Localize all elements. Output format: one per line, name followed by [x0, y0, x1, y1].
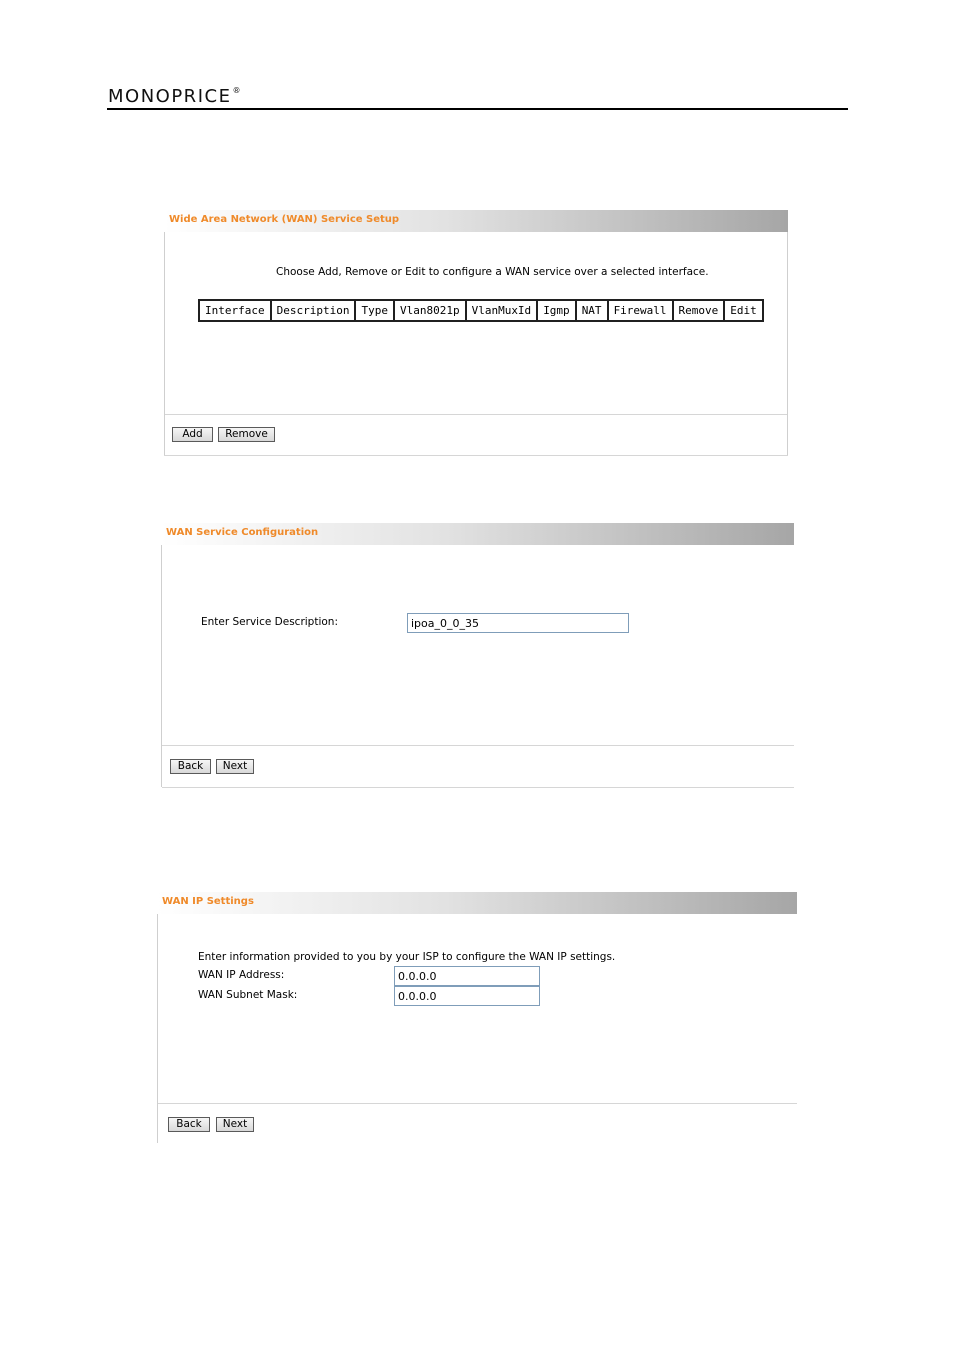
- column-header: Interface: [199, 300, 271, 321]
- brand-logo: [108, 86, 242, 107]
- service-description-label: Enter Service Description:: [201, 616, 339, 628]
- ip-settings-instruction: Enter information provided to you by your ISP to configure the WAN IP settings.: [198, 951, 616, 963]
- panel-bottom-border: [162, 787, 794, 788]
- wan-ip-address-input[interactable]: [394, 966, 540, 986]
- column-header: Description: [271, 300, 356, 321]
- panel-left-border: [157, 914, 158, 1143]
- remove-button[interactable]: Remove: [218, 427, 275, 442]
- panel-left-border: [161, 545, 162, 787]
- table-header-row: [199, 300, 763, 321]
- wan-subnet-mask-label: WAN Subnet Mask:: [198, 989, 298, 1001]
- column-header: Remove: [673, 300, 725, 321]
- column-header: Edit: [724, 300, 763, 321]
- panel-left-border: [164, 232, 165, 456]
- button-bar-divider: [158, 1103, 797, 1104]
- wan-subnet-mask-input[interactable]: [394, 986, 540, 1006]
- column-header: Igmp: [537, 300, 576, 321]
- back-button[interactable]: Back: [168, 1117, 210, 1132]
- column-header: Vlan8021p: [394, 300, 466, 321]
- column-header: Type: [355, 300, 394, 321]
- next-button[interactable]: Next: [216, 759, 254, 774]
- column-header: Firewall: [608, 300, 673, 321]
- column-header: VlanMuxId: [466, 300, 538, 321]
- panel-right-border: [787, 232, 788, 456]
- brand-name: MONOPRICE: [108, 86, 232, 107]
- instruction-text: Choose Add, Remove or Edit to configure a WAN service over a selected interface.: [276, 266, 709, 278]
- panel-bottom-border: [164, 455, 788, 456]
- button-bar-divider: [165, 414, 787, 415]
- next-button[interactable]: Next: [216, 1117, 254, 1132]
- panel-header: [157, 892, 797, 914]
- wan-ip-address-label: WAN IP Address:: [198, 969, 285, 981]
- registered-mark: ®: [232, 86, 242, 95]
- panel-title: WAN Service Configuration: [166, 527, 319, 538]
- header-divider: [107, 108, 848, 110]
- panel-header: [164, 210, 788, 232]
- service-description-input[interactable]: [407, 613, 629, 633]
- panel-header: [161, 523, 794, 545]
- panel-title: Wide Area Network (WAN) Service Setup: [169, 214, 400, 225]
- panel-title: WAN IP Settings: [162, 896, 254, 907]
- back-button[interactable]: Back: [170, 759, 211, 774]
- button-bar-divider: [162, 745, 794, 746]
- add-button[interactable]: Add: [172, 427, 213, 442]
- column-header: NAT: [576, 300, 608, 321]
- wan-service-table: [198, 299, 764, 322]
